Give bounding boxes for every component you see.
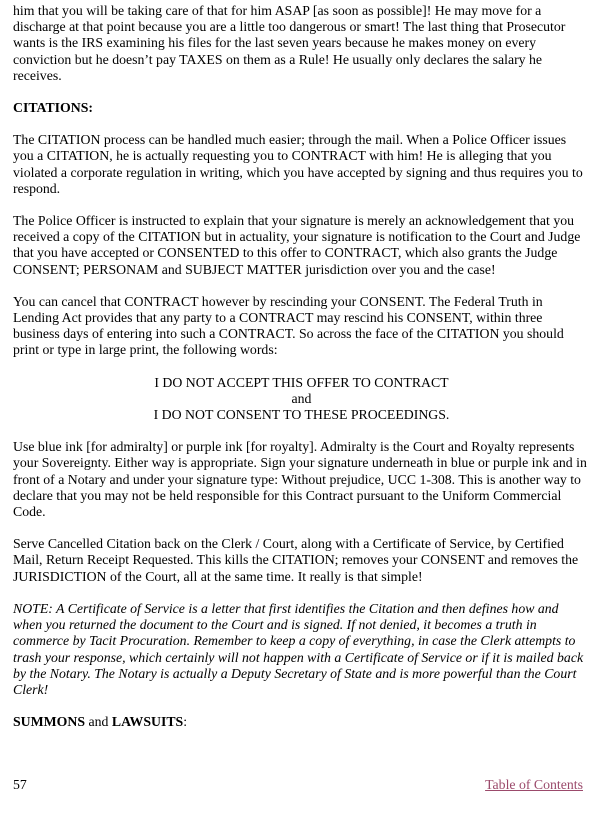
citations-heading: CITATIONS: [13,100,93,116]
declaration-line-3: I DO NOT CONSENT TO THESE PROCEEDINGS. [153,407,450,423]
ink-instructions-paragraph: Use blue ink [for admiralty] or purple ink [for royalty]. Admiralty is the Court and Royalty represents your Sovereignty. Either way is appropriate. Sign your signature underneath in blue or purple ink and in front of a Notary and under your signature type: Without prejudice, UCC 1-308. This is another way to declare that you may not be held responsible for this Contract pursuant to the Uniform Commercial Code. [13,439,587,520]
declaration-line-1: I DO NOT ACCEPT THIS OFFER TO CONTRACT [154,374,449,390]
table-of-contents-link[interactable]: Table of Contents [485,777,583,792]
declaration-block [13,375,590,424]
lawsuits-word: LAWSUITS [111,714,184,730]
citation-process-paragraph: The CITATION process can be handled much easier; through the mail. When a Police Officer issues you a CITATION, he is actually requesting you to CONTRACT with him! He is alleging that you violated a corporate regulation in writing, which you have accepted by signing and thus requires you to respond. [13,132,583,196]
signature-acknowledgement-paragraph: The Police Officer is instructed to explain that your signature is merely an acknowledgement that you received a copy of the CITATION but in actuality, your signature is notification to the Court and Judge that you have accepted or CONSENTED to this offer to CONTRACT, which also grants the Judge CONSENT; PERSONAM and SUBJECT MATTER jurisdiction over you and the case! [13,213,581,277]
page-number: 57 [13,777,27,792]
summons-colon: : [183,714,188,730]
cancel-contract-paragraph: You can cancel that CONTRACT however by rescinding your CONSENT. The Federal Truth in Lending Act provides that any party to a CONTRACT may rescind his CONSENT, within three business days of entering into such a CONTRACT. So across the face of the CITATION you should print or type in large print, the following words: [13,293,564,358]
summons-word: SUMMONS [13,714,86,730]
continuation-paragraph: him that you will be taking care of that for him ASAP [as soon as possible]! He may move for a discharge at that point because you are a little too dangerous or smart! The last thing that Prosecutor wants is the IRS examining his files for the last seven years because he makes money on every conviction but he doesn’t pay TAXES on them as a Rule! He usually only declares the salary he receives. [13,3,566,83]
declaration-line-2: and [291,390,312,406]
summons-heading [13,714,590,730]
document-body [13,3,590,730]
summons-and-word: and [85,714,112,730]
serve-citation-paragraph: Serve Cancelled Citation back on the Clerk / Court, along with a Certificate of Service, by Certified Mail, Return Receipt Requested. This kills the CITATION; removes your CONSENT and removes the JURISDICTION of the Court, all at the same time. It really is that simple! [13,536,579,584]
page-footer [13,777,583,793]
note-paragraph: NOTE: A Certificate of Service is a letter that first identifies the Citation and then defines how and when you returned the document to the Court and is signed. If not denied, it becomes a truth in commerce by Tacit Procuration. Remember to keep a copy of everything, in case the Clerk attempts to trash your response, which certainly will not happen with a Certificate of Service or if it is mailed back by the Notary. The Notary is actually a Deputy Secretary of State and is more powerful than the Court Clerk! [13,600,584,697]
